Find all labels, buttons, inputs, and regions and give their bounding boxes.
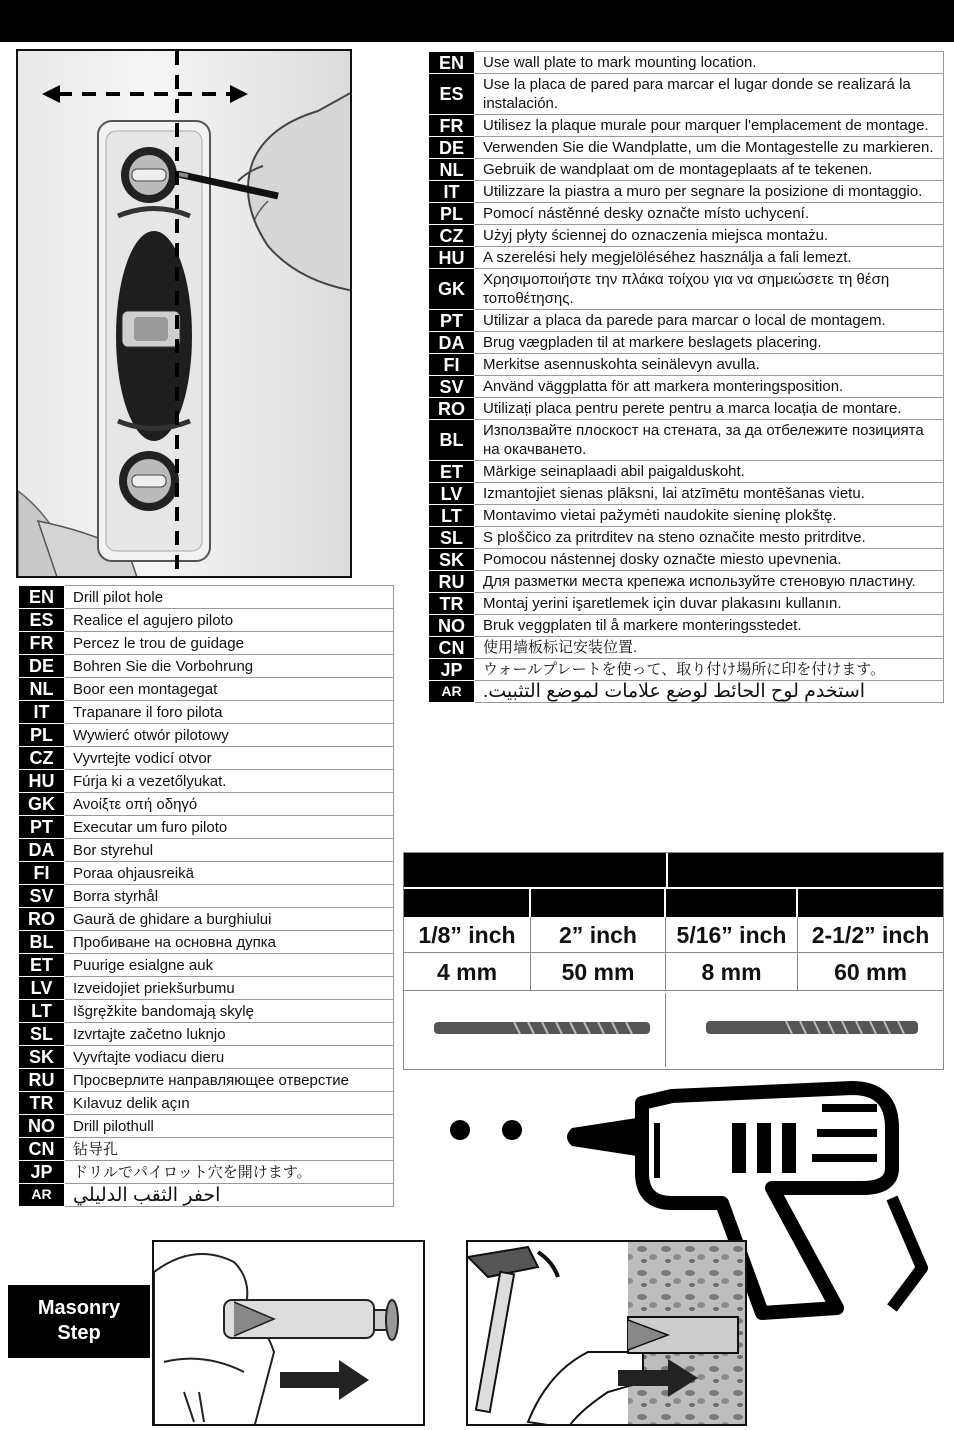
mark-instruction-row-lv: [429, 483, 944, 505]
language-code-badge: CZ: [19, 747, 65, 770]
mark-instruction-row-jp: [429, 659, 944, 681]
language-code-badge: FI: [429, 354, 475, 376]
drill-instruction-text: Bor styrehul: [65, 839, 394, 862]
mark-instruction-row-sk: [429, 549, 944, 571]
language-code-badge: PT: [19, 816, 65, 839]
language-code-badge: IT: [19, 701, 65, 724]
language-code-badge: HU: [19, 770, 65, 793]
separator-dot: [450, 1120, 470, 1140]
mark-instruction-row-cn: [429, 637, 944, 659]
mark-instruction-text: ウォールプレートを使って、取り付け場所に印を付けます。: [475, 659, 944, 681]
anchor-insert-illustration: [152, 1240, 425, 1426]
drill-instruction-text: Drill pilothull: [65, 1115, 394, 1138]
language-code-badge: ES: [19, 609, 65, 632]
mark-instruction-row-hu: [429, 247, 944, 269]
language-code-badge: NL: [429, 159, 475, 181]
spec-mm-cell: 8 mm: [666, 953, 798, 991]
drill-instruction-row-cz: [19, 747, 394, 770]
language-code-badge: GK: [429, 269, 475, 310]
mark-instruction-text: Use wall plate to mark mounting location.: [475, 52, 944, 74]
language-code-badge: EN: [429, 52, 475, 74]
drill-instruction-text: Boor een montagegat: [65, 678, 394, 701]
drill-instruction-text: Drill pilot hole: [65, 586, 394, 609]
mark-instruction-text: Brug vægpladen til at markere beslagets placering.: [475, 332, 944, 354]
language-code-badge: DE: [19, 655, 65, 678]
drill-instruction-text: Kılavuz delik açın: [65, 1092, 394, 1115]
mark-instruction-row-ro: [429, 398, 944, 420]
mark-instruction-row-sv: [429, 376, 944, 398]
language-code-badge: FI: [19, 862, 65, 885]
mark-instruction-row-ar: [429, 681, 944, 703]
mark-instruction-text: Използвайте плоскост на стената, за да отбележите позицията на окачването.: [475, 420, 944, 461]
mark-instruction-row-fr: [429, 115, 944, 137]
mark-instruction-row-pt: [429, 310, 944, 332]
drill-bit-image-large: [666, 993, 943, 1067]
drill-instruction-text: Izvrtajte začetno luknjo: [65, 1023, 394, 1046]
mark-instruction-text: Utilisez la plaque murale pour marquer l'emplacement de montage.: [475, 115, 944, 137]
language-code-badge: GK: [19, 793, 65, 816]
drill-bit-spec-table: [403, 852, 944, 1070]
drill-instruction-text: Bohren Sie die Vorbohrung: [65, 655, 394, 678]
language-code-badge: SK: [19, 1046, 65, 1069]
drill-instruction-text: Fúrja ki a vezetőlyukat.: [65, 770, 394, 793]
mark-instruction-row-fi: [429, 354, 944, 376]
masonry-step-line2: Step: [57, 1322, 101, 1344]
mark-instruction-row-et: [429, 461, 944, 483]
language-code-badge: JP: [19, 1161, 65, 1184]
language-code-badge: IT: [429, 181, 475, 203]
language-code-badge: AR: [429, 681, 475, 703]
language-code-badge: HU: [429, 247, 475, 269]
mark-instructions-table: [428, 51, 944, 703]
drill-bit-image-small: [404, 993, 666, 1067]
separator-dot: [502, 1120, 522, 1140]
spec-inch-cell: 2-1/2” inch: [798, 917, 943, 953]
masonry-step-line1: Masonry: [37, 1297, 121, 1319]
language-code-badge: RO: [429, 398, 475, 420]
drill-instruction-row-en: [19, 586, 394, 609]
drill-instruction-text: Borra styrhål: [65, 885, 394, 908]
mark-instruction-text: Izmantojiet sienas plāksni, lai atzīmētu montēšanas vietu.: [475, 483, 944, 505]
drill-instruction-row-bl: [19, 931, 394, 954]
mark-instruction-text: Montavimo vietai pažymėti naudokite sieninę plokštę.: [475, 505, 944, 527]
spec-inch-cell: 1/8” inch: [404, 917, 531, 953]
mark-instruction-row-sl: [429, 527, 944, 549]
mark-instruction-row-en: [429, 52, 944, 74]
drill-instruction-row-da: [19, 839, 394, 862]
language-code-badge: NL: [19, 678, 65, 701]
language-code-badge: LV: [429, 483, 475, 505]
language-code-badge: BL: [19, 931, 65, 954]
mark-instruction-text: A szerelési hely megjelöléséhez használja a fali lemezt.: [475, 247, 944, 269]
drill-instruction-text: Vyvrtejte vodicí otvor: [65, 747, 394, 770]
language-code-badge: FR: [19, 632, 65, 655]
spec-mm-cell: 50 mm: [531, 953, 666, 991]
drill-instruction-row-jp: [19, 1161, 394, 1184]
drill-instruction-text: Izveidojiet priekšurbumu: [65, 977, 394, 1000]
spec-header-bar: [404, 853, 943, 887]
spec-mm-row: [404, 953, 943, 991]
drill-instruction-row-lv: [19, 977, 394, 1000]
drill-instruction-text: Puurige esialgne auk: [65, 954, 394, 977]
drill-instruction-text: Vyvŕtajte vodiacu dieru: [65, 1046, 394, 1069]
language-code-badge: PL: [19, 724, 65, 747]
mark-instruction-text: 使用墙板标记安装位置.: [475, 637, 944, 659]
language-code-badge: DA: [429, 332, 475, 354]
drill-instruction-row-ar: [19, 1184, 394, 1207]
language-code-badge: LT: [19, 1000, 65, 1023]
language-code-badge: ET: [19, 954, 65, 977]
mark-instruction-text: Använd väggplatta för att markera monteringsposition.: [475, 376, 944, 398]
mark-instruction-row-it: [429, 181, 944, 203]
drill-instruction-row-no: [19, 1115, 394, 1138]
drill-instruction-text: Просверлите направляющее отверстие: [65, 1069, 394, 1092]
language-code-badge: DE: [429, 137, 475, 159]
mark-instruction-row-gk: [429, 269, 944, 310]
language-code-badge: SL: [429, 527, 475, 549]
hammer-anchor-illustration: [466, 1240, 747, 1426]
drill-instruction-text: Пробиване на основна дупка: [65, 931, 394, 954]
language-code-badge: SK: [429, 549, 475, 571]
drill-instruction-text: Poraa ohjausreikä: [65, 862, 394, 885]
spec-bit-row: [404, 993, 943, 1069]
mark-instruction-text: S ploščico za pritrditev na steno označite mesto pritrditve.: [475, 527, 944, 549]
language-code-badge: NO: [19, 1115, 65, 1138]
spec-inch-cell: 5/16” inch: [666, 917, 798, 953]
mark-instruction-text: Verwenden Sie die Wandplatte, um die Montagestelle zu markieren.: [475, 137, 944, 159]
mark-instruction-text: استخدم لوح الحائط لوضع علامات لموضع التثبيت.: [475, 681, 944, 703]
mark-instruction-text: Χρησιμοποιήστε την πλάκα τοίχου για να σημειώσετε τη θέση τοποθέτησης.: [475, 269, 944, 310]
language-code-badge: CN: [429, 637, 475, 659]
drill-instruction-row-pt: [19, 816, 394, 839]
drill-instruction-row-de: [19, 655, 394, 678]
language-code-badge: SV: [429, 376, 475, 398]
drill-instruction-text: 钻导孔: [65, 1138, 394, 1161]
drill-instruction-row-et: [19, 954, 394, 977]
language-code-badge: ES: [429, 74, 475, 115]
mark-instruction-text: Utilizzare la piastra a muro per segnare la posizione di montaggio.: [475, 181, 944, 203]
language-code-badge: JP: [429, 659, 475, 681]
drill-instruction-row-sk: [19, 1046, 394, 1069]
mark-instruction-row-es: [429, 74, 944, 115]
language-code-badge: ET: [429, 461, 475, 483]
drill-instruction-text: ドリルでパイロット穴を開けます。: [65, 1161, 394, 1184]
language-code-badge: TR: [19, 1092, 65, 1115]
language-code-badge: SL: [19, 1023, 65, 1046]
language-code-badge: LV: [19, 977, 65, 1000]
language-code-badge: CN: [19, 1138, 65, 1161]
mark-instruction-row-ru: [429, 571, 944, 593]
mark-instruction-row-pl: [429, 203, 944, 225]
mark-instruction-text: Use la placa de pared para marcar el lugar donde se realizará la instalación.: [475, 74, 944, 115]
drill-instruction-row-es: [19, 609, 394, 632]
drill-instruction-text: احفر الثقب الدليلي: [65, 1184, 394, 1207]
drill-instruction-row-it: [19, 701, 394, 724]
language-code-badge: RO: [19, 908, 65, 931]
drill-instruction-text: Išgręžkite bandomają skylę: [65, 1000, 394, 1023]
drill-instructions-table: [18, 585, 394, 1207]
mark-instruction-text: Bruk veggplaten til å markere monteringsstedet.: [475, 615, 944, 637]
mark-instruction-text: Pomocou nástennej dosky označte miesto upevnenia.: [475, 549, 944, 571]
mark-instruction-row-da: [429, 332, 944, 354]
drill-instruction-row-cn: [19, 1138, 394, 1161]
drill-instruction-row-pl: [19, 724, 394, 747]
mark-instruction-text: Utilizați placa pentru perete pentru a marca locația de montare.: [475, 398, 944, 420]
mark-instruction-text: Utilizar a placa da parede para marcar o local de montagem.: [475, 310, 944, 332]
drill-instruction-text: Executar um furo piloto: [65, 816, 394, 839]
drill-instruction-row-sl: [19, 1023, 394, 1046]
language-code-badge: AR: [19, 1184, 65, 1207]
spec-mm-cell: 60 mm: [798, 953, 943, 991]
mark-instruction-row-nl: [429, 159, 944, 181]
language-code-badge: SV: [19, 885, 65, 908]
drill-instruction-row-hu: [19, 770, 394, 793]
drill-instruction-row-sv: [19, 885, 394, 908]
mark-instruction-text: Pomocí nástěnné desky označte místo uchycení.: [475, 203, 944, 225]
language-code-badge: PL: [429, 203, 475, 225]
drill-instruction-text: Percez le trou de guidage: [65, 632, 394, 655]
spec-inch-cell: 2” inch: [531, 917, 666, 953]
mark-instruction-text: Для разметки места крепежа используйте стеновую пластину.: [475, 571, 944, 593]
drill-instruction-row-ro: [19, 908, 394, 931]
top-header-bar: [0, 0, 954, 42]
language-code-badge: DA: [19, 839, 65, 862]
language-code-badge: NO: [429, 615, 475, 637]
spec-mm-cell: 4 mm: [404, 953, 531, 991]
drill-instruction-row-nl: [19, 678, 394, 701]
mark-instruction-row-bl: [429, 420, 944, 461]
mark-instruction-row-de: [429, 137, 944, 159]
mark-instruction-text: Montaj yerini işaretlemek için duvar plakasını kullanın.: [475, 593, 944, 615]
drill-instruction-row-fr: [19, 632, 394, 655]
drill-instruction-row-gk: [19, 793, 394, 816]
language-code-badge: CZ: [429, 225, 475, 247]
mark-instruction-row-tr: [429, 593, 944, 615]
drill-instruction-text: Trapanare il foro pilota: [65, 701, 394, 724]
mark-instruction-text: Użyj płyty ściennej do oznaczenia miejsca montażu.: [475, 225, 944, 247]
drill-instruction-row-ru: [19, 1069, 394, 1092]
drill-instruction-row-lt: [19, 1000, 394, 1023]
masonry-step-label: [8, 1285, 150, 1358]
spec-subheader-bar: [404, 889, 943, 917]
drill-instruction-text: Realice el agujero piloto: [65, 609, 394, 632]
language-code-badge: LT: [429, 505, 475, 527]
level-marking-illustration: [16, 49, 352, 578]
language-code-badge: FR: [429, 115, 475, 137]
spec-inch-row: [404, 917, 943, 953]
mark-instruction-text: Merkitse asennuskohta seinälevyn avulla.: [475, 354, 944, 376]
language-code-badge: PT: [429, 310, 475, 332]
drill-instruction-text: Wywierć otwór pilotowy: [65, 724, 394, 747]
mark-instruction-text: Märkige seinaplaadi abil paigalduskoht.: [475, 461, 944, 483]
drill-instruction-text: Ανοίξτε οπή οδηγό: [65, 793, 394, 816]
language-code-badge: TR: [429, 593, 475, 615]
mark-instruction-row-lt: [429, 505, 944, 527]
language-code-badge: RU: [429, 571, 475, 593]
drill-instruction-row-tr: [19, 1092, 394, 1115]
language-code-badge: EN: [19, 586, 65, 609]
mark-instruction-text: Gebruik de wandplaat om de montageplaats af te tekenen.: [475, 159, 944, 181]
language-code-badge: BL: [429, 420, 475, 461]
drill-instruction-text: Gaură de ghidare a burghiului: [65, 908, 394, 931]
drill-instruction-row-fi: [19, 862, 394, 885]
mark-instruction-row-no: [429, 615, 944, 637]
mark-instruction-row-cz: [429, 225, 944, 247]
language-code-badge: RU: [19, 1069, 65, 1092]
